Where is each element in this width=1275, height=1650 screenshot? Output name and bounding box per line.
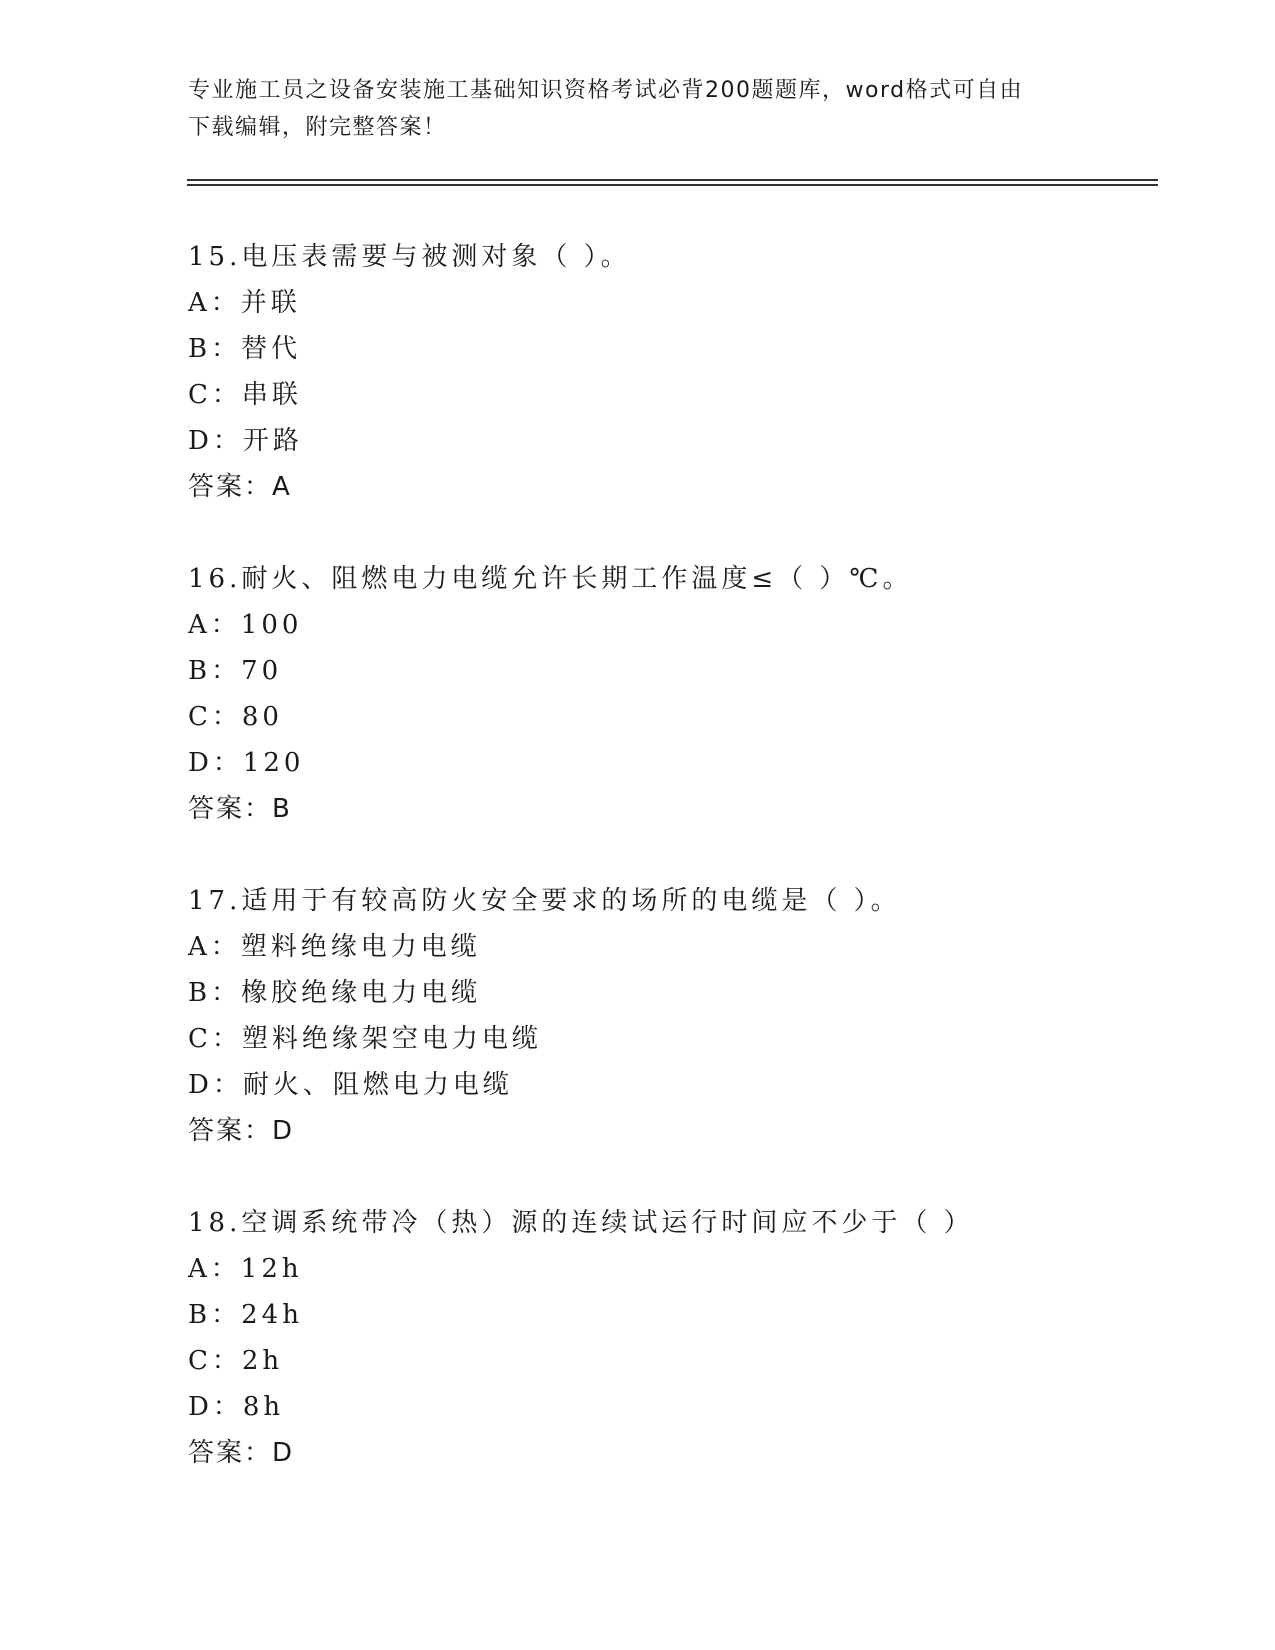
option-a: A：12h xyxy=(188,1254,303,1284)
option-a: A：100 xyxy=(188,610,303,640)
option-b: B：橡胶绝缘电力电缆 xyxy=(188,978,482,1008)
header-divider-top xyxy=(187,179,1158,181)
option-c: C：串联 xyxy=(188,380,302,410)
question-17 xyxy=(188,878,901,1154)
answer-text: 答案：A xyxy=(188,472,292,502)
option-a: A：塑料绝缘电力电缆 xyxy=(188,932,481,962)
option-c: C：80 xyxy=(188,702,283,732)
option-d: D：8h xyxy=(188,1392,285,1422)
option-b: B：24h xyxy=(188,1300,303,1330)
option-b: B：70 xyxy=(188,656,283,686)
option-c: C：2h xyxy=(188,1346,284,1376)
header-divider-bottom xyxy=(187,184,1158,186)
option-d: D：开路 xyxy=(188,426,303,456)
header-line-2: 下载编辑，附完整答案！ xyxy=(188,115,447,140)
option-a: A：并联 xyxy=(188,288,301,318)
option-b: B：替代 xyxy=(188,334,302,364)
question-stem: 16.耐火、阻燃电力电缆允许长期工作温度≤（ ）℃。 xyxy=(188,564,913,594)
question-stem: 18.空调系统带冷（热）源的连续试运行时间应不少于（ ） xyxy=(188,1208,974,1238)
option-c: C：塑料绝缘架空电力电缆 xyxy=(188,1024,542,1054)
answer-text: 答案：B xyxy=(188,794,292,824)
header-line-1: 专业施工员之设备安装施工基础知识资格考试必背200题题库，word格式可自由 xyxy=(188,78,1024,103)
answer-text: 答案：D xyxy=(188,1438,295,1468)
question-stem: 15.电压表需要与被测对象（ ）。 xyxy=(188,242,631,272)
question-16 xyxy=(188,556,912,832)
question-15 xyxy=(188,234,631,510)
answer-text: 答案：D xyxy=(188,1116,295,1146)
option-d: D：耐火、阻燃电力电缆 xyxy=(188,1070,513,1100)
question-18 xyxy=(188,1200,974,1476)
option-d: D：120 xyxy=(188,748,305,778)
document-header xyxy=(188,72,1088,146)
question-stem: 17.适用于有较高防火安全要求的场所的电缆是（ ）。 xyxy=(188,886,901,916)
